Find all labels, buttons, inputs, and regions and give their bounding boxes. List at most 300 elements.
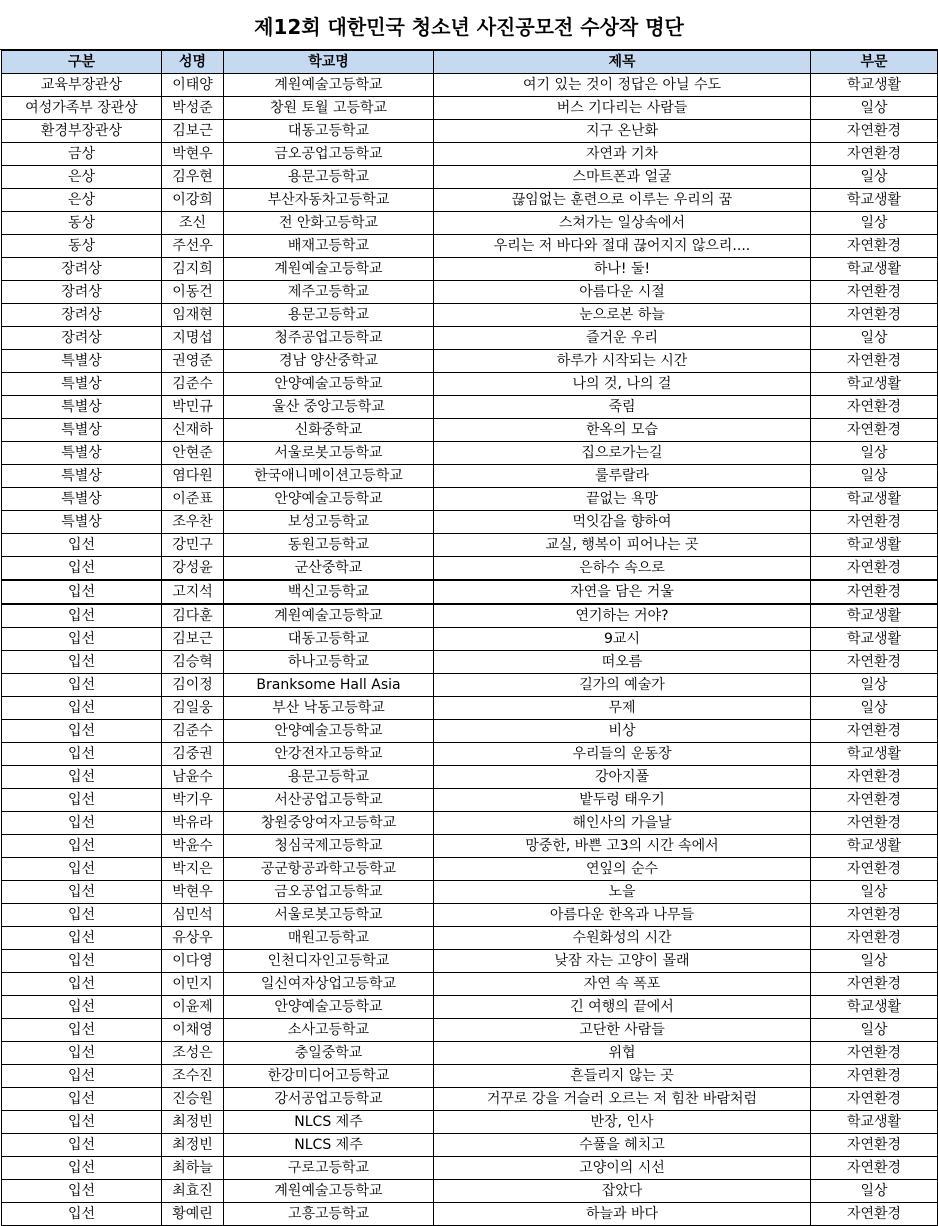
table-row [2, 1065, 938, 1088]
cell-name: 이태양 [162, 74, 224, 97]
cell-school: 청심국제고등학교 [224, 835, 434, 858]
cell-name: 김준수 [162, 720, 224, 743]
cell-division: 학교생활 [811, 534, 938, 557]
header-school: 학교명 [224, 51, 434, 74]
cell-name: 남윤수 [162, 766, 224, 789]
table-row [2, 1203, 938, 1226]
cell-division: 일상 [811, 97, 938, 120]
cell-division: 일상 [811, 1180, 938, 1203]
table-row [2, 766, 938, 789]
cell-name: 김중권 [162, 743, 224, 766]
cell-work-title: 밭두렁 태우기 [434, 789, 811, 812]
header-work-title: 제목 [434, 51, 811, 74]
cell-name: 박기우 [162, 789, 224, 812]
cell-category: 특별상 [2, 465, 162, 488]
cell-work-title: 룰루랄라 [434, 465, 811, 488]
cell-division: 학교생활 [811, 1111, 938, 1134]
cell-school: 대동고등학교 [224, 120, 434, 143]
cell-division: 일상 [811, 697, 938, 720]
cell-work-title: 낮잠 자는 고양이 몰래 [434, 950, 811, 973]
cell-division: 자연환경 [811, 580, 938, 604]
cell-school: 서울로봇고등학교 [224, 442, 434, 465]
cell-division: 일상 [811, 950, 938, 973]
cell-name: 안현준 [162, 442, 224, 465]
cell-name: 이민지 [162, 973, 224, 996]
cell-division: 자연환경 [811, 1134, 938, 1157]
table-row [2, 534, 938, 557]
header-row [2, 51, 938, 74]
table-row [2, 927, 938, 950]
cell-name: 박윤수 [162, 835, 224, 858]
cell-work-title: 수원화성의 시간 [434, 927, 811, 950]
cell-school: 용문고등학교 [224, 766, 434, 789]
cell-category: 입선 [2, 1203, 162, 1226]
cell-name: 심민석 [162, 904, 224, 927]
table-row [2, 1019, 938, 1042]
cell-name: 신재하 [162, 419, 224, 442]
table-row [2, 511, 938, 534]
cell-category: 입선 [2, 697, 162, 720]
cell-name: 김다훈 [162, 604, 224, 628]
table-row [2, 835, 938, 858]
table-row [2, 143, 938, 166]
table-row [2, 396, 938, 419]
cell-school: 한국애니메이션고등학교 [224, 465, 434, 488]
cell-work-title: 긴 여행의 끝에서 [434, 996, 811, 1019]
cell-name: 박지은 [162, 858, 224, 881]
cell-name: 지명섭 [162, 327, 224, 350]
cell-name: 진승원 [162, 1088, 224, 1111]
cell-work-title: 먹잇감을 향하여 [434, 511, 811, 534]
table-row [2, 166, 938, 189]
cell-work-title: 교실, 행복이 피어나는 곳 [434, 534, 811, 557]
cell-work-title: 끊임없는 훈련으로 이루는 우리의 꿈 [434, 189, 811, 212]
cell-category: 입선 [2, 580, 162, 604]
cell-category: 은상 [2, 189, 162, 212]
cell-work-title: 고양이의 시선 [434, 1157, 811, 1180]
cell-category: 입선 [2, 973, 162, 996]
cell-work-title: 하나! 둘! [434, 258, 811, 281]
cell-category: 여성가족부 장관상 [2, 97, 162, 120]
cell-school: 안양예술고등학교 [224, 996, 434, 1019]
cell-work-title: 끝없는 욕망 [434, 488, 811, 511]
cell-name: 김이정 [162, 674, 224, 697]
cell-category: 입선 [2, 812, 162, 835]
cell-work-title: 죽림 [434, 396, 811, 419]
cell-category: 입선 [2, 766, 162, 789]
cell-division: 일상 [811, 1019, 938, 1042]
table-row [2, 789, 938, 812]
cell-name: 이동건 [162, 281, 224, 304]
cell-division: 자연환경 [811, 720, 938, 743]
cell-school: 창원중앙여자고등학교 [224, 812, 434, 835]
cell-category: 입선 [2, 557, 162, 581]
table-row [2, 1157, 938, 1180]
cell-division: 자연환경 [811, 1203, 938, 1226]
cell-category: 입선 [2, 651, 162, 674]
cell-school: 동원고등학교 [224, 534, 434, 557]
cell-category: 입선 [2, 881, 162, 904]
cell-school: 구로고등학교 [224, 1157, 434, 1180]
table-body [2, 74, 938, 1226]
cell-work-title: 아름다운 한옥과 나무들 [434, 904, 811, 927]
cell-school: 울산 중앙고등학교 [224, 396, 434, 419]
cell-school: 하나고등학교 [224, 651, 434, 674]
table-row [2, 120, 938, 143]
cell-school: 한강미디어고등학교 [224, 1065, 434, 1088]
cell-division: 자연환경 [811, 651, 938, 674]
cell-school: 부산자동차고등학교 [224, 189, 434, 212]
table-row [2, 327, 938, 350]
cell-name: 박유라 [162, 812, 224, 835]
cell-name: 강성윤 [162, 557, 224, 581]
cell-work-title: 위협 [434, 1042, 811, 1065]
header-division: 부문 [811, 51, 938, 74]
cell-category: 입선 [2, 1042, 162, 1065]
cell-name: 김보근 [162, 628, 224, 651]
cell-name: 유상우 [162, 927, 224, 950]
cell-work-title: 9교시 [434, 628, 811, 651]
cell-division: 자연환경 [811, 396, 938, 419]
cell-name: 조수진 [162, 1065, 224, 1088]
cell-work-title: 해인사의 가을날 [434, 812, 811, 835]
cell-division: 자연환경 [811, 1042, 938, 1065]
cell-name: 염다원 [162, 465, 224, 488]
cell-division: 학교생활 [811, 835, 938, 858]
cell-school: 경남 양산중학교 [224, 350, 434, 373]
table-row [2, 304, 938, 327]
cell-school: 창원 토월 고등학교 [224, 97, 434, 120]
cell-division: 자연환경 [811, 143, 938, 166]
table-row [2, 628, 938, 651]
cell-school: 금오공업고등학교 [224, 881, 434, 904]
cell-category: 동상 [2, 212, 162, 235]
cell-division: 학교생활 [811, 74, 938, 97]
cell-name: 강민구 [162, 534, 224, 557]
cell-division: 자연환경 [811, 1088, 938, 1111]
cell-name: 이윤제 [162, 996, 224, 1019]
cell-school: 안양예술고등학교 [224, 488, 434, 511]
cell-division: 자연환경 [811, 1157, 938, 1180]
cell-work-title: 흔들리지 않는 곳 [434, 1065, 811, 1088]
cell-division: 학교생활 [811, 604, 938, 628]
table-row [2, 258, 938, 281]
cell-category: 입선 [2, 1134, 162, 1157]
cell-school: 청주공업고등학교 [224, 327, 434, 350]
cell-name: 김우현 [162, 166, 224, 189]
cell-school: 군산중학교 [224, 557, 434, 581]
cell-name: 고지석 [162, 580, 224, 604]
cell-school: 용문고등학교 [224, 304, 434, 327]
cell-work-title: 연잎의 순수 [434, 858, 811, 881]
cell-division: 학교생활 [811, 996, 938, 1019]
winners-table [1, 50, 938, 1226]
table-row [2, 580, 938, 604]
cell-work-title: 지구 온난화 [434, 120, 811, 143]
cell-category: 입선 [2, 720, 162, 743]
cell-name: 조우찬 [162, 511, 224, 534]
cell-school: 계원예술고등학교 [224, 604, 434, 628]
cell-school: 용문고등학교 [224, 166, 434, 189]
cell-name: 주선우 [162, 235, 224, 258]
cell-category: 입선 [2, 1180, 162, 1203]
cell-name: 박민규 [162, 396, 224, 419]
cell-category: 입선 [2, 1111, 162, 1134]
cell-category: 교육부장관상 [2, 74, 162, 97]
table-row [2, 281, 938, 304]
cell-name: 김보근 [162, 120, 224, 143]
cell-work-title: 스마트폰과 얼굴 [434, 166, 811, 189]
cell-division: 일상 [811, 212, 938, 235]
cell-work-title: 하루가 시작되는 시간 [434, 350, 811, 373]
table-row [2, 74, 938, 97]
cell-division: 자연환경 [811, 281, 938, 304]
cell-work-title: 떠오름 [434, 651, 811, 674]
cell-work-title: 스쳐가는 일상속에서 [434, 212, 811, 235]
cell-category: 장려상 [2, 281, 162, 304]
cell-division: 자연환경 [811, 419, 938, 442]
table-row [2, 812, 938, 835]
cell-work-title: 강아지풀 [434, 766, 811, 789]
table-row [2, 950, 938, 973]
cell-category: 입선 [2, 604, 162, 628]
cell-school: 제주고등학교 [224, 281, 434, 304]
cell-category: 입선 [2, 858, 162, 881]
cell-name: 조성은 [162, 1042, 224, 1065]
cell-school: 안양예술고등학교 [224, 373, 434, 396]
cell-name: 김승혁 [162, 651, 224, 674]
cell-work-title: 하늘과 바다 [434, 1203, 811, 1226]
cell-division: 학교생활 [811, 189, 938, 212]
table-row [2, 1042, 938, 1065]
cell-category: 특별상 [2, 511, 162, 534]
cell-school: 인천디자인고등학교 [224, 950, 434, 973]
cell-division: 학교생활 [811, 258, 938, 281]
cell-school: 배재고등학교 [224, 235, 434, 258]
cell-name: 이준표 [162, 488, 224, 511]
cell-school: 전 안화고등학교 [224, 212, 434, 235]
cell-school: Branksome Hall Asia [224, 674, 434, 697]
cell-name: 박현우 [162, 881, 224, 904]
cell-category: 입선 [2, 743, 162, 766]
page-title: 제12회 대한민국 청소년 사진공모전 수상작 명단 [0, 0, 938, 50]
cell-work-title: 은하수 속으로 [434, 557, 811, 581]
cell-work-title: 집으로가는길 [434, 442, 811, 465]
cell-division: 학교생활 [811, 743, 938, 766]
table-row [2, 697, 938, 720]
table-row [2, 904, 938, 927]
cell-school: 부산 낙동고등학교 [224, 697, 434, 720]
cell-category: 특별상 [2, 373, 162, 396]
header-name: 성명 [162, 51, 224, 74]
cell-division: 자연환경 [811, 789, 938, 812]
table-row [2, 1088, 938, 1111]
cell-name: 최정빈 [162, 1134, 224, 1157]
cell-category: 입선 [2, 835, 162, 858]
cell-work-title: 나의 것, 나의 걸 [434, 373, 811, 396]
cell-division: 자연환경 [811, 304, 938, 327]
cell-work-title: 거꾸로 강을 거슬러 오르는 저 힘찬 바람처럼 [434, 1088, 811, 1111]
table-row [2, 97, 938, 120]
cell-work-title: 자연 속 폭포 [434, 973, 811, 996]
cell-school: 강서공업고등학교 [224, 1088, 434, 1111]
cell-category: 환경부장관상 [2, 120, 162, 143]
cell-work-title: 비상 [434, 720, 811, 743]
cell-category: 입선 [2, 950, 162, 973]
table-row [2, 212, 938, 235]
cell-school: 보성고등학교 [224, 511, 434, 534]
cell-category: 입선 [2, 1065, 162, 1088]
cell-school: 일신여자상업고등학교 [224, 973, 434, 996]
cell-division: 학교생활 [811, 488, 938, 511]
cell-division: 학교생활 [811, 628, 938, 651]
cell-school: 대동고등학교 [224, 628, 434, 651]
cell-category: 장려상 [2, 327, 162, 350]
cell-category: 입선 [2, 996, 162, 1019]
table-row [2, 488, 938, 511]
cell-school: 금오공업고등학교 [224, 143, 434, 166]
cell-work-title: 수풀을 헤치고 [434, 1134, 811, 1157]
table-row [2, 235, 938, 258]
table-row [2, 674, 938, 697]
cell-school: 백신고등학교 [224, 580, 434, 604]
cell-category: 금상 [2, 143, 162, 166]
cell-work-title: 고단한 사람들 [434, 1019, 811, 1042]
table-row [2, 350, 938, 373]
cell-division: 일상 [811, 465, 938, 488]
cell-category: 특별상 [2, 396, 162, 419]
cell-work-title: 노을 [434, 881, 811, 904]
cell-school: 안강전자고등학교 [224, 743, 434, 766]
cell-name: 이채영 [162, 1019, 224, 1042]
cell-work-title: 망중한, 바쁜 고3의 시간 속에서 [434, 835, 811, 858]
cell-name: 임재현 [162, 304, 224, 327]
cell-division: 자연환경 [811, 350, 938, 373]
cell-name: 황예린 [162, 1203, 224, 1226]
cell-work-title: 우리들의 운동장 [434, 743, 811, 766]
cell-category: 특별상 [2, 419, 162, 442]
cell-work-title: 반장, 인사 [434, 1111, 811, 1134]
cell-name: 박현우 [162, 143, 224, 166]
cell-category: 입선 [2, 927, 162, 950]
cell-work-title: 무제 [434, 697, 811, 720]
cell-category: 입선 [2, 674, 162, 697]
cell-name: 권영준 [162, 350, 224, 373]
cell-category: 은상 [2, 166, 162, 189]
cell-division: 자연환경 [811, 235, 938, 258]
cell-division: 자연환경 [811, 904, 938, 927]
cell-category: 특별상 [2, 442, 162, 465]
cell-school: 충일중학교 [224, 1042, 434, 1065]
table-row [2, 720, 938, 743]
table-row [2, 973, 938, 996]
table-row [2, 604, 938, 628]
cell-work-title: 연기하는 거야? [434, 604, 811, 628]
cell-division: 자연환경 [811, 812, 938, 835]
cell-work-title: 자연과 기차 [434, 143, 811, 166]
cell-name: 박성준 [162, 97, 224, 120]
cell-work-title: 잡았다 [434, 1180, 811, 1203]
cell-division: 일상 [811, 881, 938, 904]
table-row [2, 189, 938, 212]
cell-school: 고흥고등학교 [224, 1203, 434, 1226]
cell-work-title: 아름다운 시절 [434, 281, 811, 304]
cell-school: 신화중학교 [224, 419, 434, 442]
cell-name: 최하늘 [162, 1157, 224, 1180]
cell-work-title: 길가의 예술가 [434, 674, 811, 697]
cell-category: 동상 [2, 235, 162, 258]
cell-name: 최정빈 [162, 1111, 224, 1134]
cell-division: 일상 [811, 327, 938, 350]
cell-work-title: 여기 있는 것이 정답은 아닐 수도 [434, 74, 811, 97]
table-row [2, 1111, 938, 1134]
cell-division: 자연환경 [811, 557, 938, 581]
cell-work-title: 우리는 저 바다와 절대 끊어지지 않으리.... [434, 235, 811, 258]
table-row [2, 858, 938, 881]
cell-name: 이강희 [162, 189, 224, 212]
cell-category: 입선 [2, 628, 162, 651]
cell-category: 특별상 [2, 350, 162, 373]
cell-school: 계원예술고등학교 [224, 258, 434, 281]
cell-work-title: 자연을 담은 거울 [434, 580, 811, 604]
header-category: 구분 [2, 51, 162, 74]
cell-division: 자연환경 [811, 766, 938, 789]
cell-work-title: 한옥의 모습 [434, 419, 811, 442]
table-row [2, 557, 938, 581]
table-row [2, 465, 938, 488]
table-row [2, 1180, 938, 1203]
table-row [2, 1134, 938, 1157]
cell-category: 특별상 [2, 488, 162, 511]
cell-work-title: 버스 기다리는 사람들 [434, 97, 811, 120]
cell-school: NLCS 제주 [224, 1111, 434, 1134]
cell-school: NLCS 제주 [224, 1134, 434, 1157]
cell-name: 김지희 [162, 258, 224, 281]
cell-category: 장려상 [2, 258, 162, 281]
cell-school: 소사고등학교 [224, 1019, 434, 1042]
table-row [2, 373, 938, 396]
table-row [2, 651, 938, 674]
cell-division: 일상 [811, 442, 938, 465]
table-row [2, 743, 938, 766]
cell-name: 이다영 [162, 950, 224, 973]
cell-work-title: 눈으로본 하늘 [434, 304, 811, 327]
cell-name: 최효진 [162, 1180, 224, 1203]
cell-school: 계원예술고등학교 [224, 74, 434, 97]
cell-school: 매원고등학교 [224, 927, 434, 950]
cell-school: 서울로봇고등학교 [224, 904, 434, 927]
cell-category: 입선 [2, 1157, 162, 1180]
cell-category: 입선 [2, 1019, 162, 1042]
cell-name: 조신 [162, 212, 224, 235]
cell-division: 일상 [811, 166, 938, 189]
cell-division: 자연환경 [811, 1065, 938, 1088]
cell-division: 자연환경 [811, 120, 938, 143]
cell-division: 일상 [811, 674, 938, 697]
cell-division: 자연환경 [811, 858, 938, 881]
cell-division: 자연환경 [811, 511, 938, 534]
cell-division: 자연환경 [811, 973, 938, 996]
cell-name: 김준수 [162, 373, 224, 396]
cell-division: 자연환경 [811, 927, 938, 950]
cell-category: 입선 [2, 789, 162, 812]
table-row [2, 881, 938, 904]
cell-school: 계원예술고등학교 [224, 1180, 434, 1203]
cell-category: 입선 [2, 1088, 162, 1111]
cell-category: 장려상 [2, 304, 162, 327]
cell-work-title: 즐거운 우리 [434, 327, 811, 350]
cell-school: 안양예술고등학교 [224, 720, 434, 743]
